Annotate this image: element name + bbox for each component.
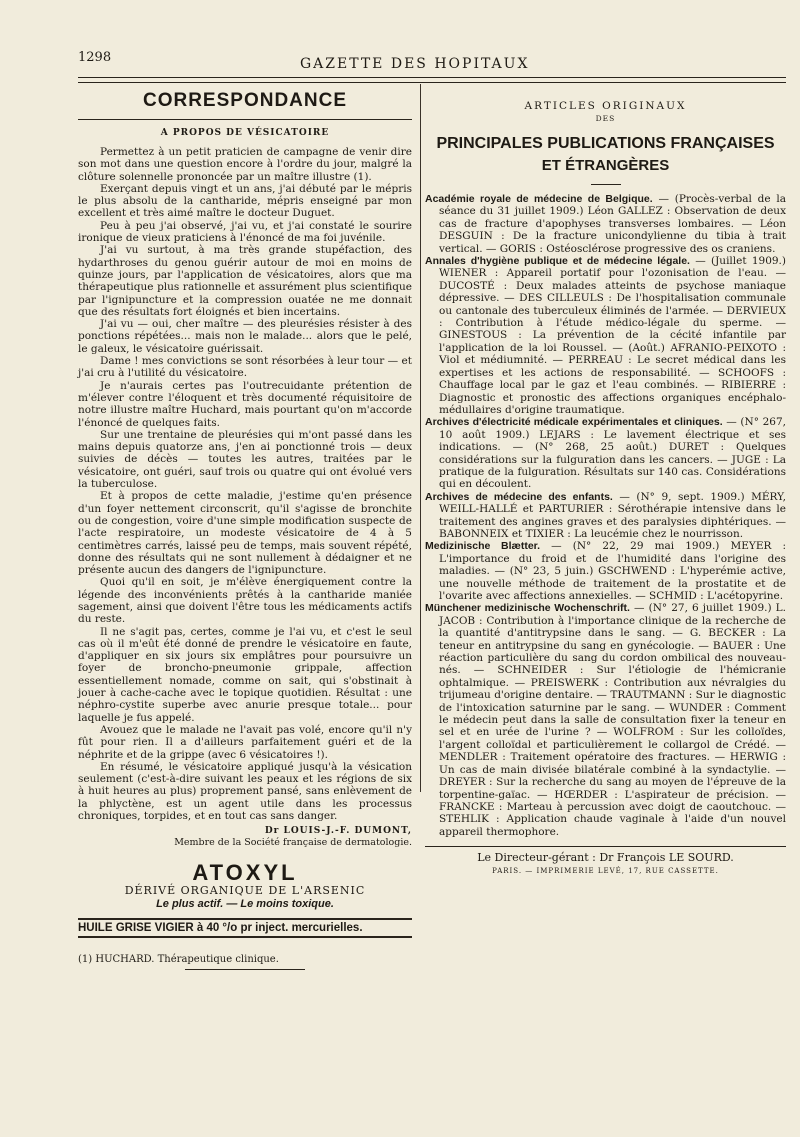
journal-name: Archives d'électricité médicale expérimentales et cliniques. [425,416,723,429]
ad-title: ATOXYL [192,860,298,886]
journal-name: Münchener medizinische Wochenschrift. [425,602,630,615]
atoxyl-advertisement [78,862,412,938]
footnote: (1) HUCHARD. Thérapeutique clinique. [78,954,279,966]
entry-text: — (N° 22, 29 mai 1909.) MEYER : L'importance du froid et de l'humidité dans l'origine des maladies. — (N° 23, 5 juin.) GSCHWEND : L'hyperémie active, une nouvelle méthode de traitement de la prostatite et de l'ovarite avec affections annexielles. — SCHMID : L'acétopyrine. [439,540,787,602]
huile-grise-ad: HUILE GRISE VIGIER à 40 °/o pr inject. mercurielles. [78,918,412,938]
column-separator [420,84,421,792]
publication-entry [425,602,786,838]
entry-text: — (Juillet 1909.) WIENER : Appareil portatif pour l'ozonisation de l'eau. — DUCOSTÉ : Deux malades atteints de psychose maniaque dépressive. — DES CILLEULS : De l'hospitalisation communale ou cantonale des tuberculeux éliminés de l'armée. — DERVIEUX : Contribution à l'étude médico-légale du sperme. — GINESTOUS : La prévention de la cécité infantile par l'application de la loi Roussel. — (Août.) AFRANIO-PEIXOTO : Viol et médiumnité. — PERREAU : Le secret médical dans les expertises et les actions de responsabilité. — SCHOOFS : Chauffage local par le gaz et l'eau combinés. — RIBIERRE : Diagnostic et pronostic des affections organiques encéphalo-médullaires d'origine traumatique. [439,255,786,416]
title-rule [78,119,412,120]
right-column [425,96,786,875]
left-column [78,90,412,970]
paragraph: Exerçant depuis vingt et un ans, j'ai débuté par le mépris le plus absolu de la cantharide, mépris enseigné par mon excellent et très aimé maître le docteur Duguet. [78,182,412,220]
publications-heading: PRINCIPALES PUBLICATIONS FRANÇAISES [436,135,775,152]
journal-name: Académie royale de médecine de Belgique. [425,193,653,205]
directeur-gerant: Le Directeur-gérant : Dr François LE SOURD. [425,846,786,864]
section-title: ARTICLES ORIGINAUX [524,100,687,112]
footnote-rule [185,969,305,970]
page-number: 1298 [78,50,112,65]
correspondance-title: CORRESPONDANCE [142,90,348,111]
publications-subheading: ET ÉTRANGÈRES [541,157,670,174]
paragraph: En résumé, le vésicatoire appliqué jusqu'à la vésication seulement (c'est-à-dire suivant les peaux et les régions de six à huit heures au plus) proprement pansé, sans enlèvement de la phlyctène, est un agent utile dans les processus chroniques, torpides, et en tout cas sans danger. [78,760,412,823]
signature-role: Membre de la Société française de dermatologie. [174,837,412,849]
journal-title: GAZETTE DES HOPITAUX [300,56,530,72]
paragraph: Et à propos de cette maladie, j'estime qu'en présence d'un foyer nettement circonscrit, qu'il s'agisse de bronchite ou de congestion, voire d'une simple modification suspecte de l'acte respiratoire, un modeste vésicatoire de 4 à 5 centimètres carrés, laissé peu de temps, mais souvent répété, donne des résultats qui ne sont nullement à dédaigner et ne présente aucun des dangers de l'ignipuncture. [78,490,412,577]
header-rule-2 [78,82,786,83]
paragraph: Sur une trentaine de pleurésies qui m'ont passé dans les mains depuis quatorze ans, j'en ai ponctionné trois — deux suivies de décès — toutes les autres, traitées par le vésicatoire, ont guéri, sauf trois ou quatre qui ont évolué vers la tuberculose. [78,428,412,491]
paragraph: J'ai vu surtout, à ma très grande stupéfaction, des hydarthroses du genou guérir autour de moi en moins de quinze jours, par l'application de vésicatoires, alors que ma thérapeutique plus rationnelle et assurément plus scientifique par l'ignipuncture et la compression ouatée ne me donnait que des résultats fort éloignés et bien incertains. [78,244,412,318]
paragraph: Dame ! mes convictions se sont résorbées à leur tour — et j'ai cru à l'utilité du vésicatoire. [78,355,412,380]
letter-body [78,146,412,822]
imprimerie: PARIS. — IMPRIMERIE LEVÉ, 17, RUE CASSETTE. [492,867,719,876]
publication-entry [425,540,786,602]
ad-tagline: Le plus actif. — Le moins toxique. [156,898,334,911]
publications-list [425,193,786,838]
signature: Dr LOUIS-J.-F. DUMONT, [264,826,412,837]
publication-entry [425,255,786,416]
header-rule [78,77,786,78]
journal-name: Medizinische Blætter. [425,540,541,553]
entry-text: — (N° 267, 10 août 1909.) LEJARS : Le lavement électrique et ses indications. — (N° 268, 25 août.) DURET : Quelques considérations sur la fulguration dans les cancers. — JUGE : La pratique de la fulguration. Résultats sur 140 cas. Considérations qui en découlent. [439,416,786,491]
journal-name: Annales d'hygiène publique et de médecine légale. [425,255,690,268]
paragraph: Il ne s'agit pas, certes, comme je l'ai vu, et c'est le seul cas où il m'eût été donné de prendre le vésicatoire en faute, d'appliquer en six jours six emplâtres pour poursuivre un foyer de broncho-pneumonie grippale, affection essentiellement nomade, comme on sait, qui s'obstinait à jouer à cache-cache avec le topique quotidien. Résultat : une néphro-cystite superbe avec anurie presque totale... pour laquelle je fus appelé. [78,625,412,724]
paragraph: Quoi qu'il en soit, je m'élève énergiquement contre la légende des inconvénients prêtés à la cantharide maniée sagement, ainsi que doivent l'être tous les médicaments actifs du reste. [78,576,412,626]
paragraph: Avouez que le malade ne l'avait pas volé, encore qu'il n'y fût pour rien. Il a d'ailleurs parfaitement guéri et de la néphrite et de la grippe (avec 6 vésicatoires !). [78,723,412,761]
entry-text: — (N° 9, sept. 1909.) MÉRY, WEILL-HALLÉ et PARTURIER : Sérothérapie intensive dans le traitement des angines graves et des paralysies diphtériques. — BABONNEIX et TIXIER : La leucémie chez le nourrisson. [439,490,786,540]
paragraph: J'ai vu — oui, cher maître — des pleurésies résister à des ponctions répétées... mais non le malade... alors que le pelé, le galeux, le vésicatoire guérissait. [78,318,412,355]
ad-subtitle: DÉRIVÉ ORGANIQUE DE L'ARSENIC [124,884,366,898]
journal-name: Archives de médecine des enfants. [425,490,613,503]
entry-text: — (N° 27, 6 juillet 1909.) L. JACOB : Contribution à l'importance clinique de la recherche de la quantité d'antitrypsine dans le sang. — G. BECKER : La teneur en antitrypsine du sang en gynécologie. — BAUER : Une réaction particulière du sang du cordon ombilical des nouveau-nés. — SCHNEIDER : Sur l'étiologie de l'hémicranie ophtalmique. — PREISWERK : Contribution aux névralgies du trijumeau d'origine dentaire. — TRAUTMANN : Sur le diagnostic de l'intoxication saturnine par le sang. — WUNDER : Comment le médecin peut dans la salle de consultation fixer la teneur en sel et en urée de l'urine ? — WOLFROM : Sur les colloïdes, l'argent colloïdal et particulièrement le collargol de Crédé. — MENDLER : Traitement opératoire des fractures. — HERWIG : Un cas de main divisée bilatérale combiné à la syndactylie. — DREYER : Sur la recherche du sang au moyen de l'épreuve de la torpentine-gaïac. — HŒRDER : L'aspirateur de précision. — FRANCKE : Marteau à percussion avec doigt de caoutchouc. — STEHLIK : Application chaude vaginale à l'aide d'un nouvel appareil thermophore. [439,602,786,838]
publication-entry [425,193,786,255]
publication-entry [425,491,786,541]
topic-heading: A PROPOS DE VÉSICATOIRE [160,128,330,138]
heading-rule [591,184,621,185]
paragraph: Permettez à un petit praticien de campagne de venir dire son mot dans une question encore à l'ordre du jour, malgré la clôture solennelle prononcée par un maître illustre (1). [78,146,412,183]
entry-text: — (Procès-verbal de la séance du 31 juillet 1909.) Léon GALLEZ : Observation de deux cas de fracture d'apophyses transverses lombaires. — Léon DESGUIN : De la fracture unicondylienne du tibia à trait vertical. — GORIS : Ostéosclérose progressive des os craniens. [439,193,786,255]
paragraph: Peu à peu j'ai observé, j'ai vu, et j'ai constaté le sourire ironique de vieux praticiens à l'énoncé de ma foi juvénile. [78,219,412,245]
section-des: DES [595,114,616,123]
paragraph: Je n'aurais certes pas l'outrecuidante prétention de m'élever contre l'éloquent et très documenté réquisitoire de notre illustre maître Huchard, mais pourtant qu'on m'accorde l'énoncé de quelques faits. [78,379,412,429]
publication-entry [425,416,786,490]
